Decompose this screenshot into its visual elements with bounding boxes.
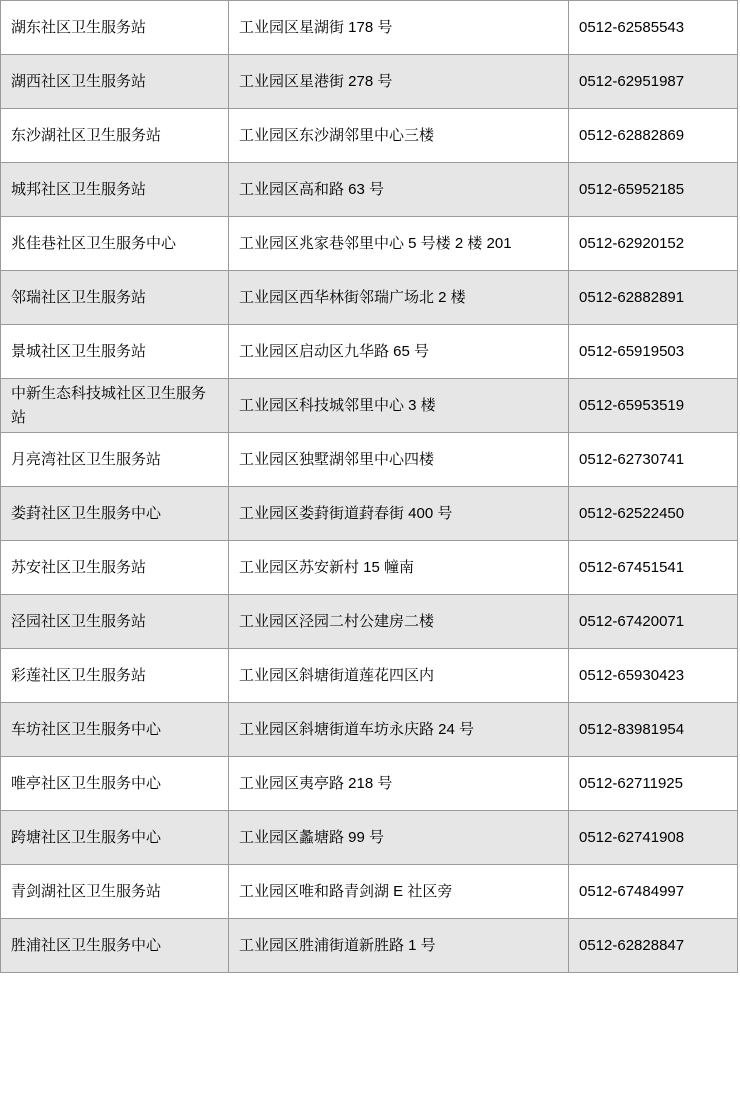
- cell-address: 工业园区娄葑街道葑春街 400 号: [229, 487, 569, 541]
- cell-institution-name: 中新生态科技城社区卫生服务站: [1, 379, 229, 433]
- cell-institution-name: 彩莲社区卫生服务站: [1, 649, 229, 703]
- cell-address: 工业园区兆家巷邻里中心 5 号楼 2 楼 201: [229, 217, 569, 271]
- cell-phone: 0512-67420071: [569, 595, 738, 649]
- cell-phone: 0512-65952185: [569, 163, 738, 217]
- table-row: [1, 703, 738, 757]
- cell-institution-name: 胜浦社区卫生服务中心: [1, 919, 229, 973]
- cell-institution-name: 泾园社区卫生服务站: [1, 595, 229, 649]
- cell-phone: 0512-62741908: [569, 811, 738, 865]
- cell-address: 工业园区独墅湖邻里中心四楼: [229, 433, 569, 487]
- cell-address: 工业园区西华林街邻瑞广场北 2 楼: [229, 271, 569, 325]
- table-row: [1, 271, 738, 325]
- cell-institution-name: 兆佳巷社区卫生服务中心: [1, 217, 229, 271]
- table-row: [1, 1, 738, 55]
- cell-address: 工业园区蠡塘路 99 号: [229, 811, 569, 865]
- table-row: [1, 325, 738, 379]
- cell-address: 工业园区科技城邻里中心 3 楼: [229, 379, 569, 433]
- table-row: [1, 649, 738, 703]
- cell-institution-name: 湖西社区卫生服务站: [1, 55, 229, 109]
- cell-phone: 0512-62920152: [569, 217, 738, 271]
- table-row: [1, 865, 738, 919]
- cell-phone: 0512-65953519: [569, 379, 738, 433]
- cell-institution-name: 唯亭社区卫生服务中心: [1, 757, 229, 811]
- cell-address: 工业园区斜塘街道莲花四区内: [229, 649, 569, 703]
- cell-address: 工业园区夷亭路 218 号: [229, 757, 569, 811]
- cell-institution-name: 跨塘社区卫生服务中心: [1, 811, 229, 865]
- table-row: [1, 487, 738, 541]
- cell-phone: 0512-67484997: [569, 865, 738, 919]
- table-row: [1, 757, 738, 811]
- cell-address: 工业园区星港街 278 号: [229, 55, 569, 109]
- cell-address: 工业园区胜浦街道新胜路 1 号: [229, 919, 569, 973]
- cell-phone: 0512-62951987: [569, 55, 738, 109]
- table-row: [1, 379, 738, 433]
- table-row: [1, 595, 738, 649]
- table-row: [1, 55, 738, 109]
- cell-address: 工业园区启动区九华路 65 号: [229, 325, 569, 379]
- clinic-table-body: [1, 1, 738, 973]
- table-row: [1, 541, 738, 595]
- cell-institution-name: 湖东社区卫生服务站: [1, 1, 229, 55]
- table-row: [1, 163, 738, 217]
- cell-institution-name: 景城社区卫生服务站: [1, 325, 229, 379]
- cell-phone: 0512-62730741: [569, 433, 738, 487]
- cell-phone: 0512-62828847: [569, 919, 738, 973]
- cell-phone: 0512-62711925: [569, 757, 738, 811]
- cell-phone: 0512-65919503: [569, 325, 738, 379]
- cell-phone: 0512-62882891: [569, 271, 738, 325]
- table-row: [1, 217, 738, 271]
- cell-address: 工业园区苏安新村 15 幢南: [229, 541, 569, 595]
- cell-institution-name: 东沙湖社区卫生服务站: [1, 109, 229, 163]
- cell-phone: 0512-65930423: [569, 649, 738, 703]
- cell-address: 工业园区泾园二村公建房二楼: [229, 595, 569, 649]
- cell-phone: 0512-62585543: [569, 1, 738, 55]
- cell-phone: 0512-67451541: [569, 541, 738, 595]
- table-row: [1, 109, 738, 163]
- cell-phone: 0512-62882869: [569, 109, 738, 163]
- cell-institution-name: 娄葑社区卫生服务中心: [1, 487, 229, 541]
- cell-address: 工业园区星湖街 178 号: [229, 1, 569, 55]
- cell-institution-name: 城邦社区卫生服务站: [1, 163, 229, 217]
- cell-address: 工业园区唯和路青剑湖 E 社区旁: [229, 865, 569, 919]
- cell-institution-name: 邻瑞社区卫生服务站: [1, 271, 229, 325]
- cell-address: 工业园区东沙湖邻里中心三楼: [229, 109, 569, 163]
- cell-phone: 0512-83981954: [569, 703, 738, 757]
- cell-institution-name: 月亮湾社区卫生服务站: [1, 433, 229, 487]
- cell-institution-name: 车坊社区卫生服务中心: [1, 703, 229, 757]
- table-row: [1, 433, 738, 487]
- cell-phone: 0512-62522450: [569, 487, 738, 541]
- cell-address: 工业园区斜塘街道车坊永庆路 24 号: [229, 703, 569, 757]
- table-row: [1, 811, 738, 865]
- cell-address: 工业园区高和路 63 号: [229, 163, 569, 217]
- cell-institution-name: 青剑湖社区卫生服务站: [1, 865, 229, 919]
- cell-institution-name: 苏安社区卫生服务站: [1, 541, 229, 595]
- table-row: [1, 919, 738, 973]
